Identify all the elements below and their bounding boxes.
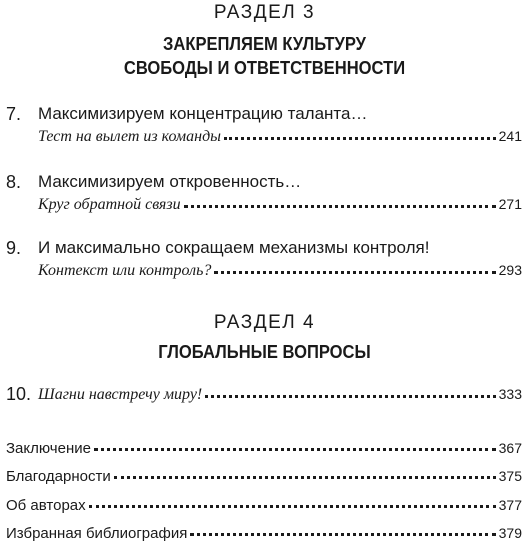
back-matter-bibliography[interactable] xyxy=(6,525,522,542)
chapter-10-page: 333 xyxy=(498,386,522,402)
section-3-title-line-2: СВОБОДЫ И ОТВЕТСТВЕННОСТИ xyxy=(123,58,406,78)
dot-leader xyxy=(205,395,495,398)
chapter-7-subtitle: Тест на вылет из команды xyxy=(38,128,221,145)
chapter-8-number: 8. xyxy=(6,172,22,192)
chapter-8-title: Максимизируем откровенность… xyxy=(38,172,302,191)
chapter-9-title: И максимально сокращаем механизмы контроля! xyxy=(38,238,430,257)
chapter-10-number: 10. xyxy=(6,384,32,404)
section-3-title-line-1: ЗАКРЕПЛЯЕМ КУЛЬТУРУ xyxy=(162,34,366,54)
dot-leader xyxy=(184,205,496,208)
back-matter-title: Об авторах xyxy=(6,497,86,514)
back-matter-conclusion[interactable] xyxy=(6,440,522,457)
section-3-label: РАЗДЕЛ 3 xyxy=(213,2,316,23)
chapter-10-entry[interactable] xyxy=(38,386,522,404)
chapter-7-number: 7. xyxy=(6,104,22,124)
chapter-9-number: 9. xyxy=(6,238,22,258)
chapter-9-subtitle: Контекст или контроль? xyxy=(38,262,212,279)
chapter-8-page: 271 xyxy=(498,196,522,212)
dot-leader xyxy=(89,505,496,508)
back-matter-page: 375 xyxy=(498,468,522,484)
section-4-title-line-1: ГЛОБАЛЬНЫЕ ВОПРОСЫ xyxy=(158,342,371,362)
chapter-9-page: 293 xyxy=(498,262,522,278)
chapter-7-title: Максимизируем концентрацию таланта… xyxy=(38,104,368,123)
chapter-10-subtitle: Шагни навстречу миру! xyxy=(38,386,203,403)
chapter-8-subtitle: Круг обратной связи xyxy=(38,196,181,213)
back-matter-page: 379 xyxy=(498,525,522,541)
back-matter-about-authors[interactable] xyxy=(6,497,522,514)
back-matter-title: Заключение xyxy=(6,440,91,457)
back-matter-acknowledgements[interactable] xyxy=(6,468,522,485)
chapter-9-entry[interactable] xyxy=(38,262,522,280)
section-4-label: РАЗДЕЛ 4 xyxy=(213,312,316,333)
dot-leader xyxy=(190,533,495,536)
dot-leader xyxy=(214,271,495,274)
back-matter-page: 367 xyxy=(498,440,522,456)
dot-leader xyxy=(114,476,496,479)
dot-leader xyxy=(94,448,496,451)
dot-leader xyxy=(224,137,496,140)
back-matter-title: Благодарности xyxy=(6,468,111,485)
back-matter-title: Избранная библиография xyxy=(6,525,188,542)
chapter-7-page: 241 xyxy=(498,128,522,144)
back-matter-page: 377 xyxy=(498,497,522,513)
chapter-7-entry[interactable] xyxy=(38,128,522,146)
chapter-8-entry[interactable] xyxy=(38,196,522,214)
